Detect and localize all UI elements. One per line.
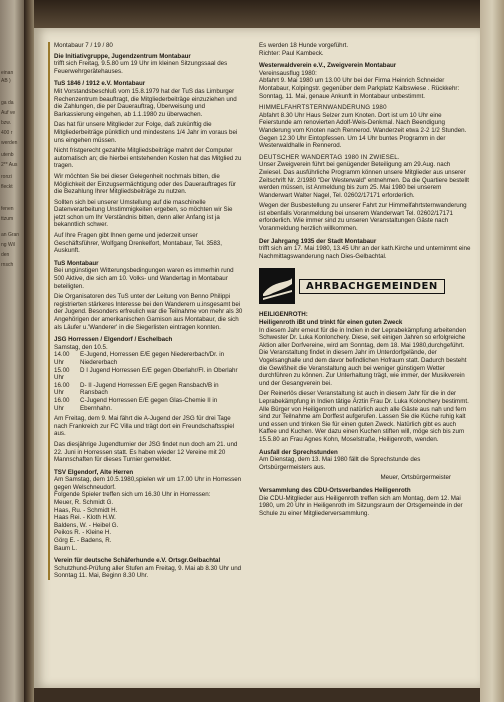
page-bottom-shadow (34, 688, 480, 702)
paragraph: Am Freitag, dem 9. Mai fährt die A-Jugend der JSG für drei Tage nach Frankreich zur FC Villa und trägt dort ein Freundschaftsspiel aus. (54, 415, 235, 438)
adjacent-fragment: fleckt (1, 184, 13, 190)
adjacent-fragment: AB ) (1, 78, 11, 84)
right-column (259, 42, 471, 520)
adjacent-fragment: Auf ve (1, 110, 16, 116)
schedule-date: Samstag, den 10.5. (54, 343, 108, 351)
paragraph: Die Organisatoren des TuS unter der Leitung von Benno Philippi registrierten stärkeres Interesse bei den Wanderern u.insgesamt bei der Jugend. Besonders erfreulich war die Teilnahme von mehr als 30 Angehörigen der amerikanischen Garnison aus Montabaur, die sich als Läufer u.'Wanderer' in die Siegerlisten eintragen konnten. (54, 293, 243, 331)
section-heading: HIMMELFAHRTSTERNWANDERUNG 1980 (259, 104, 387, 112)
signature-line: Meuer, Ortsbürgermeister (380, 474, 451, 482)
book-spine (24, 0, 34, 702)
paragraph: Bei ungünstigen Witterungsbedingungen waren es immerhin rund 500 Aktive, die sich am 10. Volks- und Wandertag in Montabaur beteiligten. (54, 267, 234, 290)
schedule-row: 16.00 Uhr D- II -Jugend Horressen E/E gegen Ransbach/B in Ransbach (54, 381, 219, 397)
adjacent-page-edge (0, 0, 24, 702)
player-line: Haas, Ru. - Schmidt H. (54, 506, 118, 514)
section-heading: Verein für deutsche Schäferhunde e.V. Ortsgr.Gelbachtal (54, 557, 221, 565)
paragraph: trifft sich am 17. Mai 1980, 13.45 Uhr an der kath.Kirche und unternimmt eine Nachmittagswanderung nach Dies-Gelbachtal. (259, 245, 471, 260)
adjacent-fragment: utenb (1, 152, 14, 158)
paragraph: Die CDU-Mitglieder aus Heiligenroth treffen sich am Montag, dem 12. Mai 1980, um 20 Uhr in Heiligenroth im Sitzungsraum der Ortsgemeinde in der Schule zu einer Mitgliederversammlung. (259, 494, 463, 517)
paragraph: Richter: Paul Kambeck. (259, 49, 324, 57)
paragraph: Schutzhund-Prüfung aller Stufen am Freitag, 9. Mai ab 8.30 Uhr und Sonntag 11. Mai, Beginn 8.30 Uhr. (54, 564, 242, 580)
paragraph: Das diesjährige Jugendturnier der JSG findet nun doch am 21. und 22. Juni in Horressen statt. Es haben wieder 12 Vereine mit 20 Mannschaften für dieses Turnier gemeldet. (54, 440, 238, 464)
section-heading: Versammlung des CDU-Ortsverbandes Heiligenroth (259, 486, 411, 494)
section-heading: Westerwaldverein e.V., Zweigverein Montabaur (259, 62, 397, 70)
page-header: Montabaur 7 / 19 / 80 (54, 42, 113, 49)
schedule-row: 15.00 Uhr D I Jugend Horressen E/E gegen Oberlahr/Fl. in Oberlahr (54, 366, 238, 382)
left-column (48, 42, 244, 583)
adjacent-fragment: 2** Aus (1, 162, 18, 168)
page-top-shadow (34, 0, 480, 28)
section-heading: DEUTSCHER WANDERTAG 1980 IN ZWIESEL. (259, 153, 400, 161)
section-heading: Ausfall der Sprechstunden (259, 448, 338, 456)
player-line: Meuer, R. Schmidt G. (54, 499, 114, 507)
schedule-row: 14.00 Uhr E-Jugend, Horressen E/E gegen Niedererbach/Dr. in Niedererbach (54, 351, 225, 366)
paragraph: Der Reinerlös dieser Veranstaltung ist auch in diesem Jahr für die in der Leprabekämpfung in Indien tätige Ärztin Frau Dr. Luka Kolonchery bestimmt. Alle Bürger von Heiligenroth und natürlich auch alle Gäste aus nah und fern sind zur Teilnahme am Dorffest aufgerufen. Lassen Sie die Küche ruhig kalt und essen und trinken Sie für einen guten Zweck. Natürlich gibt es auch Kaffee und Kuchen. Wer dazu einen Kuchen stiften will, möge sich bis zum 15.5.80 an Frau Agnes Kohn, Moselstraße, Heiligenroth, wenden. (259, 390, 469, 443)
paragraph: Auf Ihre Fragen gibt Ihnen gerne und jederzeit unser Geschäftsführer, Wolfgang Drenkelfort, Montabaur, Tel. 3583, Auskunft. (54, 232, 222, 255)
adjacent-fragment: ronzi (1, 174, 12, 180)
subheading: Vereinsausflug 1980: (259, 69, 317, 77)
paragraph: Nicht fristgerecht gezahlte Mitgliedsbeiträge mahnt der Computer automatisch an; die hierbei entstehenden Kosten hat das Mitglied zu tragen. (54, 147, 242, 170)
adjacent-fragment: ttzum (1, 216, 14, 222)
section-heading: Der Jahrgang 1935 der Stadt Montabaur (259, 237, 377, 245)
paragraph: Wir möchten Sie bei dieser Gelegenheit nochmals bitten, die Möglichkeit der Einzugsermächtigung oder des Dauerauftrages für die Bezahlung Ihrer Mitgliedsbeiträge zu nutzen. (54, 172, 236, 196)
section-heading: TuS 1846 / 1912 e.V. Montabaur (54, 80, 146, 88)
section-logo (259, 266, 471, 306)
adjacent-fragment: an Gran (1, 232, 20, 238)
paragraph: Abfahrt 8.30 Uhr Haus Selzer zum Knoten. Dort ist um 10 Uhr eine Feierstunde am renovierten Adolf-Weis-Denkmal. Nach Beendigung Wanderung vom Knoten nach Rennerod. Wanderzeit etwa 2-2 1/2 Stunden. Gegen 12.30 Uhr Eintopfessen. Um 14 Uhr buntes Programm in der Westerwaldhalle in Rennerod. (259, 111, 467, 150)
paragraph: Das hat für unsere Mitglieder zur Folge, daß zukünftig die Mitgliederbeiträge pünktlich und mindestens 1/4 Jahr im voraus bei uns eingehen müssen. (54, 121, 238, 144)
paragraph: In diesem Jahr erneut für die in Indien in der Leprabekämpfung arbeitenden Schwester Dr. Luka Konlonchery. Diese, seit einigen Jahren so erfolgreiche Aktion aller Dorfvereine, wird am Sonntag, dem 18. Mai 1980,durchgeführt. Die Veranstaltung findet in diesem Jahr im Unterdorfgelände, der Vogelsanghalle und dem davor befindlichen Hofraum statt. Dadurch besteht die Gewißheit die Veranstaltung auch bei weniger günstigem Wetter durchführen zu können. Zur Unterhaltung trägt, wie immer, der Musikverein und der Gesangverein bei. (259, 326, 467, 387)
adjacent-fragment: bzw. (1, 120, 12, 126)
adjacent-fragment: einan (1, 70, 14, 76)
hand-emblem-icon (259, 268, 295, 304)
player-line: Haas Rei. - Kloth H.W. (54, 514, 116, 522)
initiative-notice: Die Initiativgruppe, Jugendzentrum Montabaur trifft sich Freitag, 9.5.80 um 19 Uhr im kleinen Sitzungssaal des Feuerwehrgerätehauses. (54, 52, 228, 75)
adjacent-fragment: werden (1, 140, 18, 146)
paragraph: Abfahrt 9. Mai 1980 um 13.00 Uhr bei der Firma Heinrich Schneider Montabaur, Kolpingstr. gegenüber dem Parkplatz Kalbswiese . Rückkehr: Sonntag, 11. Mai, genaue Ankunft in Montabaur unbestimmt. (259, 77, 460, 100)
player-line: Peikos R. - Kleine H. (54, 529, 112, 537)
section-heading: HEILIGENROTH: (259, 311, 308, 319)
schedule-row: 16.00 Uhr C-Jugend Horressen E/E gegen Glas-Chemie II in Ebernhahn. (54, 396, 218, 412)
page-stack-edge (480, 0, 504, 702)
paragraph: Sollten sich bei unserer Umstellung auf die maschinelle Datenverarbeitung Unstimmigkeiten ergeben, so möchten wir Sie jetzt schon um Ihr Verständnis bitten, denn aller Anfang ist ja bekanntlich schwer. (54, 198, 233, 229)
player-line: Baldens, W. - Heibel G. (54, 521, 119, 529)
adjacent-fragment: ga da (1, 100, 14, 106)
paragraph: Am Dienstag, dem 13. Mai 1980 fällt die Sprechstunde des Ortsbürgermeisters aus. (259, 456, 421, 471)
player-line: Baum L. (54, 544, 78, 552)
paragraph: Folgende Spieler treffen sich um 16.30 Uhr in Horressen: (54, 491, 211, 499)
document-page (34, 28, 480, 688)
adjacent-fragment: 400 r (1, 130, 13, 136)
section-heading: TSV Elgendorf, Alte Herren (54, 468, 134, 476)
adjacent-fragment: ng Wil (1, 242, 15, 248)
adjacent-fragment: fenen (1, 206, 14, 212)
paragraph: Es werden 18 Hunde vorgeführt. (259, 42, 349, 49)
adjacent-fragment: rnsch (1, 262, 14, 268)
paragraph: Wegen der Busbestellung zu unserer Fahrt zur Himmelfahrtsternwanderung ist ebenfalls Voranmeldung bei unserem Wanderwart Tel. 02602/17171 erforderlich. Wie immer sind zu unseren Veranstaltungen Gäste nach Voranmeldung herzlich willkommen. (259, 202, 467, 233)
paragraph: Unser Zweigverein führt bei genügender Beteiligung am 29.Aug. nach Zwiesel. Das ausführliche Programm können unsere Mitglieder aus unserer Zeitschrift Nr. 2/1980 "Der Westerwald" entnehmen. Da die Quartiere bestellt werden müssen, ist Anmeldung bis zum 25. Mai 1980 bei unserem Wanderwart Walter Nagel, Tel. 02602/17171 erforderlich. (259, 161, 469, 199)
player-line: Görg E. - Badens, R. (54, 537, 112, 545)
subheading: Heiligenroth iBt und trinkt für einen guten Zweck (259, 319, 403, 327)
paragraph: Am Samstag, dem 10.5.1980,spielen wir um 17.00 Uhr in Horressen gegen Welschneudorf. (54, 476, 242, 491)
section-heading: JSG Horressen / Elgendorf / Eschelbach (54, 336, 173, 344)
section-heading: TuS Montabaur (54, 259, 99, 267)
paragraph: Mit Vorstandsbeschluß vom 15.8.1979 hat der TuS das Limburger Rechenzentrum beauftragt, die Mitgliederbeiträge einzuziehen und die Zahlungen, die per Dauerauftrag, Überweisung und Barkassierung eingehen, ab 1.1.1980 zu überwachen. (54, 87, 237, 118)
adjacent-fragment: den (1, 252, 10, 258)
ahrbach-banner: AHRBACHGEMEINDEN (299, 279, 445, 295)
